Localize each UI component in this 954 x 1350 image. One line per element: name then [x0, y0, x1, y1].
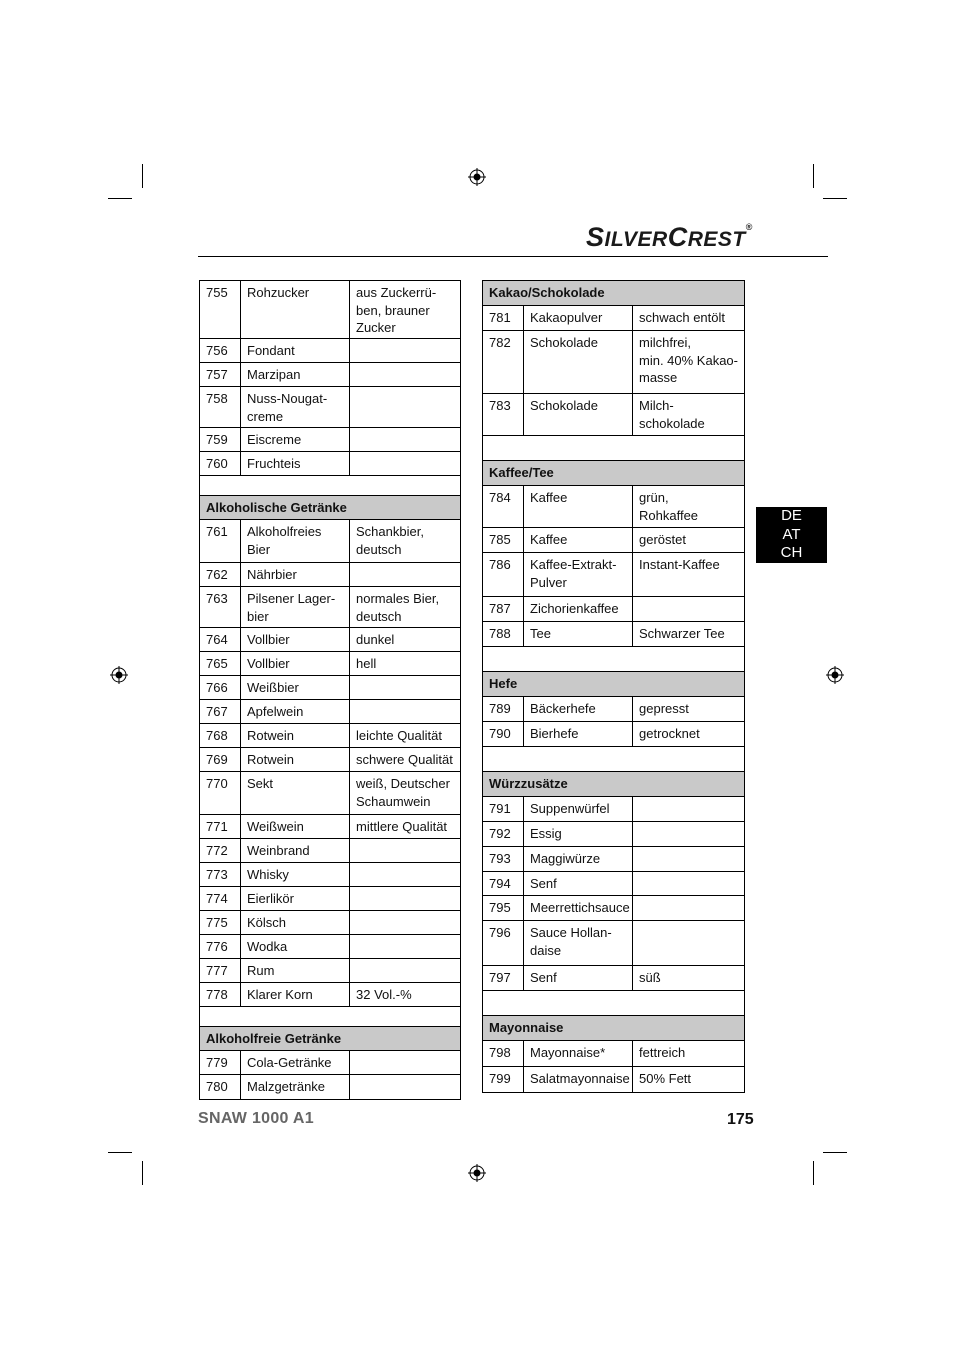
food-description-cell — [350, 911, 461, 935]
food-description-cell: schwere Qualität — [350, 748, 461, 772]
program-number-cell: 765 — [200, 652, 241, 676]
lang-at: AT — [782, 525, 801, 543]
program-number-cell: 781 — [483, 306, 524, 331]
table-row — [483, 622, 745, 647]
food-description-cell: mittlere Qualität — [350, 815, 461, 839]
food-name-cell: Senf — [524, 872, 633, 896]
spacer-row — [483, 647, 745, 672]
food-description-cell — [633, 872, 745, 896]
program-number-cell: 780 — [200, 1075, 241, 1100]
food-name-cell: Bäckerhefe — [524, 697, 633, 722]
section-title: Hefe — [483, 672, 745, 697]
food-name-cell: Rohzucker — [241, 281, 350, 339]
food-description-cell: 50% Fett — [633, 1067, 745, 1093]
food-description-cell: Instant-Kaffee — [633, 553, 745, 597]
section-header-row — [200, 496, 461, 520]
program-number-cell: 793 — [483, 847, 524, 872]
spacer-cell — [483, 991, 745, 1016]
food-description-cell: leichte Qualität — [350, 724, 461, 748]
program-number-cell: 772 — [200, 839, 241, 863]
registration-mark-icon — [468, 168, 486, 186]
program-number-cell: 771 — [200, 815, 241, 839]
table-row — [483, 331, 745, 394]
table-row — [483, 486, 745, 528]
crop-mark — [108, 1152, 132, 1153]
table-row — [483, 306, 745, 331]
spacer-cell — [483, 436, 745, 461]
food-name-cell: Schokolade — [524, 331, 633, 394]
food-name-cell: Rotwein — [241, 748, 350, 772]
food-description-cell — [633, 822, 745, 847]
food-description-cell: getrocknet — [633, 722, 745, 747]
table-row — [200, 724, 461, 748]
program-number-cell: 758 — [200, 387, 241, 428]
table-row — [200, 911, 461, 935]
program-number-cell: 792 — [483, 822, 524, 847]
program-number-cell: 761 — [200, 520, 241, 563]
food-description-cell: milchfrei, min. 40% Kakao- masse — [633, 331, 745, 394]
food-description-cell: gepresst — [633, 697, 745, 722]
table-row — [200, 839, 461, 863]
food-name-cell: Schokolade — [524, 394, 633, 436]
food-name-cell: Meerrettichsauce — [524, 896, 633, 921]
program-number-cell: 759 — [200, 428, 241, 452]
food-name-cell: Rum — [241, 959, 350, 983]
program-number-cell: 776 — [200, 935, 241, 959]
food-name-cell: Alkoholfreies Bier — [241, 520, 350, 563]
food-name-cell: Sauce Hollan- daise — [524, 921, 633, 966]
program-number-cell: 777 — [200, 959, 241, 983]
table-row — [483, 822, 745, 847]
table-row — [200, 748, 461, 772]
food-description-cell — [350, 428, 461, 452]
food-description-cell: 32 Vol.-% — [350, 983, 461, 1007]
program-number-cell: 773 — [200, 863, 241, 887]
program-number-cell: 790 — [483, 722, 524, 747]
right-program-table — [482, 280, 745, 1093]
table-row — [200, 452, 461, 476]
section-header-row — [483, 772, 745, 797]
food-name-cell: Mayonnaise* — [524, 1041, 633, 1067]
food-name-cell: Tee — [524, 622, 633, 647]
table-row — [483, 597, 745, 622]
food-name-cell: Apfelwein — [241, 700, 350, 724]
section-header-row — [483, 281, 745, 306]
program-number-cell: 768 — [200, 724, 241, 748]
lang-de: DE — [781, 507, 802, 524]
model-number: SNAW 1000 A1 — [198, 1110, 314, 1127]
food-description-cell — [350, 935, 461, 959]
table-row — [483, 722, 745, 747]
spacer-cell — [483, 747, 745, 772]
table-row — [200, 1075, 461, 1100]
food-name-cell: Eiscreme — [241, 428, 350, 452]
table-row — [200, 281, 461, 339]
table-row — [200, 959, 461, 983]
food-name-cell: Pilsener Lager- bier — [241, 587, 350, 628]
food-name-cell: Vollbier — [241, 628, 350, 652]
registration-mark-icon — [468, 1164, 486, 1182]
section-title: Würzzusätze — [483, 772, 745, 797]
language-tab — [756, 507, 827, 563]
food-description-cell — [633, 921, 745, 966]
food-name-cell: Nährbier — [241, 563, 350, 587]
food-name-cell: Weißwein — [241, 815, 350, 839]
food-description-cell — [350, 363, 461, 387]
food-name-cell: Sekt — [241, 772, 350, 815]
program-number-cell: 782 — [483, 331, 524, 394]
section-header-row — [483, 1016, 745, 1041]
left-program-table — [199, 280, 461, 1100]
table-row — [200, 772, 461, 815]
page-number: 175 — [727, 1111, 754, 1128]
food-name-cell: Rotwein — [241, 724, 350, 748]
crop-mark — [823, 198, 847, 199]
food-description-cell: grün, Rohkaffee — [633, 486, 745, 528]
table-row — [200, 863, 461, 887]
food-name-cell: Kakaopulver — [524, 306, 633, 331]
program-number-cell: 779 — [200, 1051, 241, 1075]
program-number-cell: 799 — [483, 1067, 524, 1093]
food-description-cell: geröstet — [633, 528, 745, 553]
crop-mark — [108, 198, 132, 199]
program-number-cell: 756 — [200, 339, 241, 363]
registration-mark-icon — [826, 666, 844, 684]
section-header-row — [200, 1027, 461, 1051]
food-name-cell: Whisky — [241, 863, 350, 887]
food-description-cell — [350, 387, 461, 428]
registration-mark-icon — [110, 666, 128, 684]
program-number-cell: 795 — [483, 896, 524, 921]
table-row — [483, 697, 745, 722]
food-description-cell — [350, 452, 461, 476]
program-number-cell: 778 — [200, 983, 241, 1007]
table-row — [483, 896, 745, 921]
food-name-cell: Vollbier — [241, 652, 350, 676]
food-description-cell — [350, 700, 461, 724]
spacer-row — [483, 747, 745, 772]
food-name-cell: Fruchteis — [241, 452, 350, 476]
program-number-cell: 762 — [200, 563, 241, 587]
table-row — [200, 700, 461, 724]
table-row — [483, 797, 745, 822]
program-number-cell: 775 — [200, 911, 241, 935]
program-number-cell: 797 — [483, 966, 524, 991]
spacer-row — [483, 991, 745, 1016]
program-number-cell: 755 — [200, 281, 241, 339]
section-title: Mayonnaise — [483, 1016, 745, 1041]
program-number-cell: 774 — [200, 887, 241, 911]
food-description-cell — [633, 597, 745, 622]
program-number-cell: 784 — [483, 486, 524, 528]
program-number-cell: 770 — [200, 772, 241, 815]
food-name-cell: Eierlikör — [241, 887, 350, 911]
section-header-row — [483, 672, 745, 697]
program-number-cell: 794 — [483, 872, 524, 896]
food-name-cell: Bierhefe — [524, 722, 633, 747]
table-row — [200, 676, 461, 700]
table-row — [200, 652, 461, 676]
spacer-cell — [483, 647, 745, 672]
table-row — [483, 921, 745, 966]
table-row — [483, 847, 745, 872]
food-name-cell: Kölsch — [241, 911, 350, 935]
food-name-cell: Nuss-Nougat- creme — [241, 387, 350, 428]
program-number-cell: 769 — [200, 748, 241, 772]
food-description-cell — [350, 887, 461, 911]
food-description-cell — [350, 563, 461, 587]
section-title: Kakao/Schokolade — [483, 281, 745, 306]
program-number-cell: 767 — [200, 700, 241, 724]
table-row — [483, 872, 745, 896]
table-row — [200, 1051, 461, 1075]
section-title: Alkoholfreie Getränke — [200, 1027, 461, 1051]
spacer-row — [200, 476, 461, 496]
food-description-cell — [350, 1075, 461, 1100]
header-rule — [198, 256, 828, 257]
table-row — [200, 387, 461, 428]
food-name-cell: Cola-Getränke — [241, 1051, 350, 1075]
food-name-cell: Wodka — [241, 935, 350, 959]
food-name-cell: Fondant — [241, 339, 350, 363]
section-title: Kaffee/Tee — [483, 461, 745, 486]
food-description-cell: dunkel — [350, 628, 461, 652]
spacer-row — [200, 1007, 461, 1027]
table-row — [200, 628, 461, 652]
food-name-cell: Essig — [524, 822, 633, 847]
crop-mark — [142, 1161, 143, 1185]
table-row — [200, 815, 461, 839]
food-description-cell — [350, 863, 461, 887]
program-number-cell: 783 — [483, 394, 524, 436]
food-description-cell: weiß, Deutscher Schaumwein — [350, 772, 461, 815]
food-description-cell — [633, 896, 745, 921]
food-description-cell — [350, 1051, 461, 1075]
spacer-cell — [200, 476, 461, 496]
food-name-cell: Weinbrand — [241, 839, 350, 863]
program-number-cell: 760 — [200, 452, 241, 476]
program-number-cell: 763 — [200, 587, 241, 628]
food-name-cell: Zichorienkaffee — [524, 597, 633, 622]
section-title: Alkoholische Getränke — [200, 496, 461, 520]
table-row — [483, 966, 745, 991]
program-number-cell: 796 — [483, 921, 524, 966]
crop-mark — [823, 1152, 847, 1153]
food-description-cell — [350, 339, 461, 363]
section-header-row — [483, 461, 745, 486]
program-number-cell: 764 — [200, 628, 241, 652]
program-number-cell: 787 — [483, 597, 524, 622]
food-name-cell: Senf — [524, 966, 633, 991]
program-number-cell: 766 — [200, 676, 241, 700]
spacer-cell — [200, 1007, 461, 1027]
food-description-cell: Schankbier, deutsch — [350, 520, 461, 563]
spacer-row — [483, 436, 745, 461]
food-name-cell: Kaffee — [524, 486, 633, 528]
crop-mark — [142, 164, 143, 188]
table-row — [483, 553, 745, 597]
silvercrest-logo: SILVERCREST® — [586, 222, 753, 252]
table-row — [200, 935, 461, 959]
food-description-cell: schwach entölt — [633, 306, 745, 331]
table-row — [200, 587, 461, 628]
program-number-cell: 757 — [200, 363, 241, 387]
food-description-cell: Schwarzer Tee — [633, 622, 745, 647]
food-description-cell: hell — [350, 652, 461, 676]
food-description-cell — [350, 839, 461, 863]
program-number-cell: 785 — [483, 528, 524, 553]
food-name-cell: Weißbier — [241, 676, 350, 700]
program-number-cell: 788 — [483, 622, 524, 647]
food-description-cell: süß — [633, 966, 745, 991]
food-name-cell: Malzgetränke — [241, 1075, 350, 1100]
table-row — [200, 983, 461, 1007]
food-name-cell: Kaffee — [524, 528, 633, 553]
table-row — [200, 563, 461, 587]
table-row — [483, 528, 745, 553]
food-description-cell — [633, 847, 745, 872]
food-description-cell — [350, 959, 461, 983]
food-name-cell: Maggiwürze — [524, 847, 633, 872]
food-name-cell: Marzipan — [241, 363, 350, 387]
program-number-cell: 789 — [483, 697, 524, 722]
table-row — [200, 428, 461, 452]
food-name-cell: Suppenwürfel — [524, 797, 633, 822]
table-row — [200, 363, 461, 387]
food-description-cell: fettreich — [633, 1041, 745, 1067]
table-row — [483, 394, 745, 436]
table-row — [483, 1067, 745, 1093]
food-description-cell — [350, 676, 461, 700]
program-number-cell: 786 — [483, 553, 524, 597]
food-description-cell — [633, 797, 745, 822]
food-name-cell: Kaffee-Extrakt- Pulver — [524, 553, 633, 597]
crop-mark — [813, 164, 814, 188]
food-description-cell: aus Zuckerrü- ben, brauner Zucker — [350, 281, 461, 339]
food-description-cell: normales Bier, deutsch — [350, 587, 461, 628]
table-row — [200, 520, 461, 563]
food-name-cell: Klarer Korn — [241, 983, 350, 1007]
food-description-cell: Milch- schokolade — [633, 394, 745, 436]
crop-mark — [813, 1161, 814, 1185]
lang-ch: CH — [780, 544, 803, 561]
table-row — [200, 887, 461, 911]
table-row — [483, 1041, 745, 1067]
program-number-cell: 798 — [483, 1041, 524, 1067]
program-number-cell: 791 — [483, 797, 524, 822]
food-name-cell: Salatmayonnaise — [524, 1067, 633, 1093]
table-row — [200, 339, 461, 363]
